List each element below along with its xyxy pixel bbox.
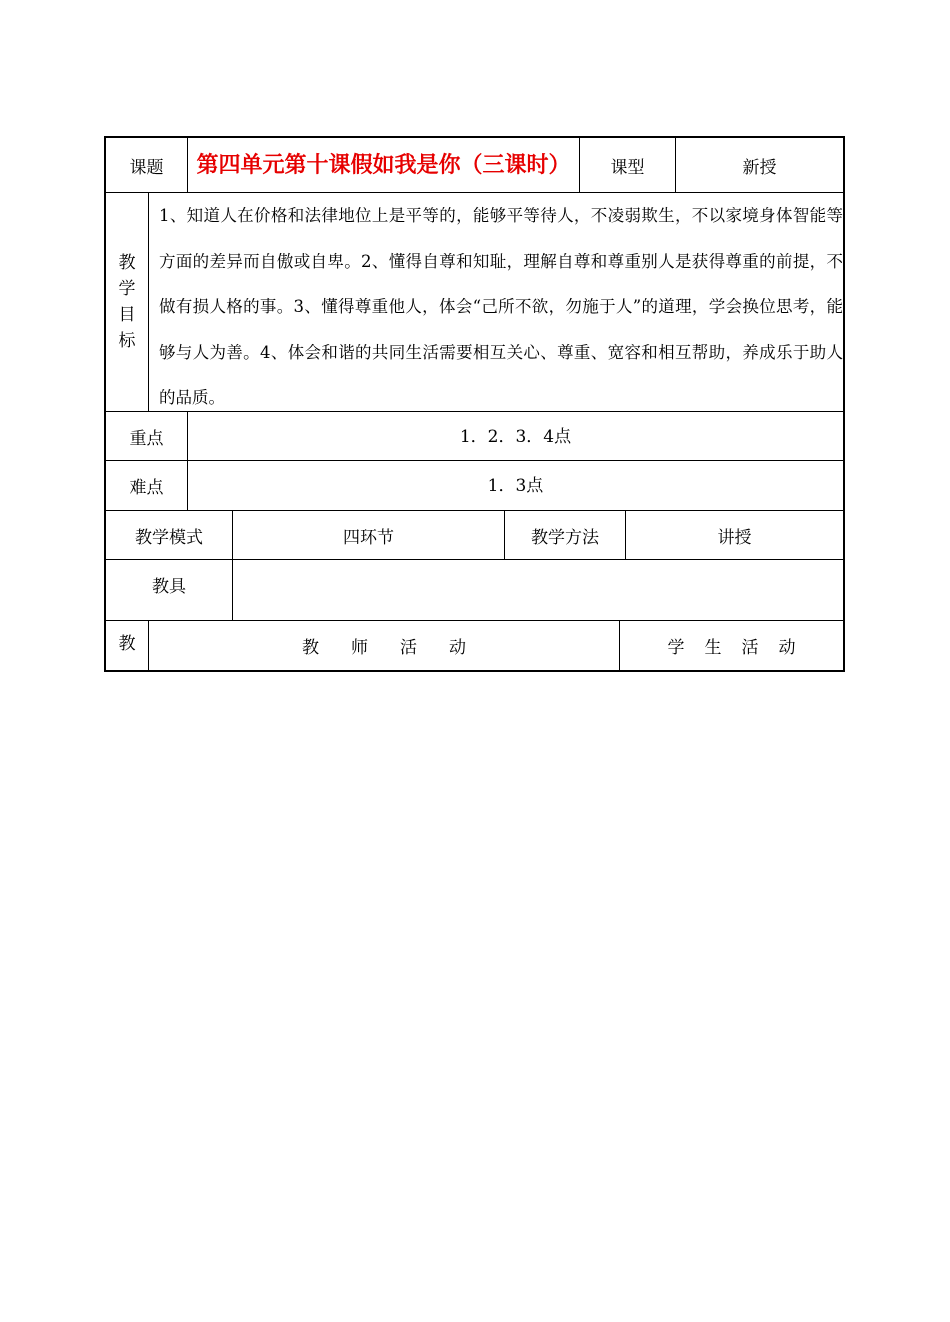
topic-row <box>104 136 845 193</box>
goals-label <box>106 193 148 411</box>
student-activity-char: 生 <box>704 638 722 658</box>
tools-label: 教具 <box>152 577 186 597</box>
key-points-value: 1．2．3．4点 <box>187 412 843 460</box>
lesson-plan-table <box>104 136 845 672</box>
teacher-activity-char: 活 <box>400 638 417 658</box>
method-value: 讲授 <box>625 511 843 559</box>
method-label: 教学方法 <box>504 511 625 559</box>
student-activity-char: 活 <box>741 638 759 658</box>
teacher-activity-header <box>148 621 619 670</box>
activity-row <box>104 621 845 672</box>
goals-label-char: 学 <box>118 279 136 299</box>
tools-value <box>232 560 843 620</box>
student-activity-char: 学 <box>667 638 685 658</box>
key-points-label: 重点 <box>129 428 164 449</box>
difficult-points-value: 1．3点 <box>187 461 843 510</box>
goals-label-char: 标 <box>118 331 136 351</box>
topic-title-cell <box>187 138 579 192</box>
goals-text: 1、知道人在价格和法律地位上是平等的，能够平等待人，不凌弱欺生，不以家境身体智能等方面的差异而自傲或自卑。2、懂得自尊和知耻，理解自尊和尊重别人是获得尊重的前提，不做有损人格的事。3、懂得尊重他人，体会“己所不欲，勿施于人”的道理，学会换位思考，能够与人为善。4、体会和谐的共同生活需要相互关心、尊重、宽容和相互帮助，养成乐于助人的品质。 <box>148 193 843 411</box>
difficult-points-row <box>104 461 845 511</box>
goals-label-char: 目 <box>118 305 136 325</box>
goals-label-char: 教 <box>118 253 136 273</box>
topic-label: 课题 <box>129 157 164 178</box>
teacher-activity-char: 动 <box>449 638 466 658</box>
tools-row <box>104 560 845 621</box>
type-value: 新授 <box>675 138 843 192</box>
teacher-activity-char: 教 <box>302 638 319 658</box>
activity-left-label: 教 <box>118 634 136 654</box>
goals-row <box>104 193 845 412</box>
student-activity-char: 动 <box>778 638 796 658</box>
mode-value: 四环节 <box>232 511 504 559</box>
mode-row <box>104 511 845 560</box>
topic-title: 第四单元第十课假如我是你（三课时） <box>196 152 571 178</box>
type-label: 课型 <box>579 138 675 192</box>
key-points-row <box>104 412 845 461</box>
student-activity-header <box>619 621 843 670</box>
difficult-points-label: 难点 <box>129 478 164 498</box>
mode-label: 教学模式 <box>135 527 203 548</box>
teacher-activity-char: 师 <box>351 638 368 658</box>
